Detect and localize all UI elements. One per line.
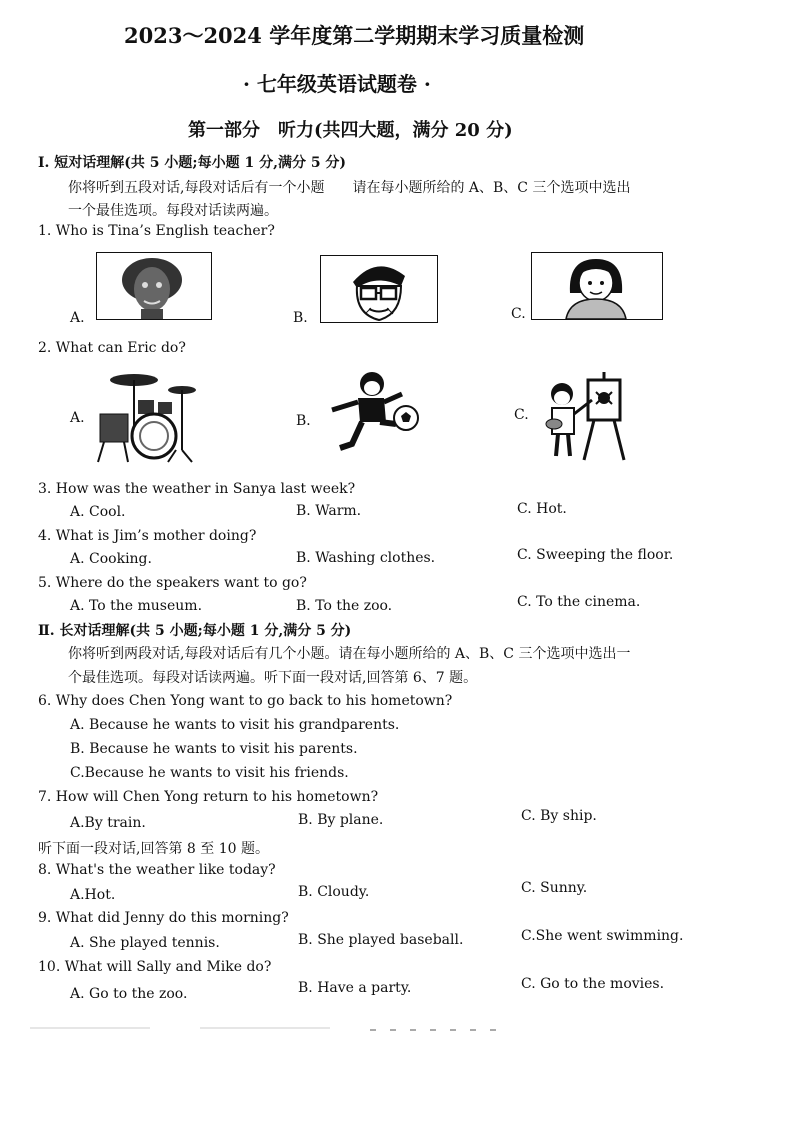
q2-option-b-picture	[320, 370, 420, 458]
q6-option-c: C.Because he wants to visit his friends.	[70, 765, 349, 781]
drum-kit-icon	[96, 370, 198, 464]
question-5: 5. Where do the speakers want to go?	[38, 575, 307, 591]
q4-option-a: A. Cooking.	[70, 551, 152, 567]
q8-option-a: A.Hot.	[70, 887, 116, 903]
question-8: 8. What's the weather like today?	[38, 862, 276, 878]
section2-transition: 听下面一段对话,回答第 8 至 10 题。	[38, 841, 269, 857]
q2-option-b-label: B．	[296, 413, 321, 429]
face-portrait-icon	[97, 253, 211, 319]
q1-option-b-label: B.	[293, 310, 308, 326]
q6-option-b: B. Because he wants to visit his parents.	[70, 741, 358, 757]
question-10: 10. What will Sally and Mike do?	[38, 959, 272, 975]
question-4: 4. What is Jim’s mother doing?	[38, 528, 257, 544]
section1-instruction-line1: 你将听到五段对话,每段对话后有一个小题 请在每小题所给的 A、B、C 三个选项中选出	[68, 180, 631, 196]
q1-option-a-picture	[96, 252, 212, 320]
glasses-man-icon	[321, 256, 437, 322]
q4-option-b: B. Washing clothes.	[296, 550, 436, 566]
section1-instruction-line2: 一个最佳选项。每段对话读两遍。	[68, 203, 278, 219]
q4-option-c: C. Sweeping the floor.	[517, 547, 674, 563]
q1-option-c-picture	[531, 252, 663, 320]
q2-option-c-label: C.	[514, 407, 529, 423]
page-footer	[30, 1022, 690, 1040]
section2-heading: Ⅱ. 长对话理解(共 5 小题;每小题 1 分,满分 5 分)	[38, 623, 352, 639]
exam-title: 2023～2024 学年度第二学期期末学习质量检测	[124, 23, 585, 48]
q7-option-c: C. By ship.	[521, 808, 597, 824]
q7-option-b: B. By plane.	[298, 812, 384, 828]
q8-option-c: C. Sunny.	[521, 880, 588, 896]
part-title: 第一部分 听力(共四大题，满分 20 分)	[188, 120, 513, 141]
question-2: 2. What can Eric do?	[38, 340, 186, 356]
q10-option-b: B. Have a party.	[298, 980, 412, 996]
section1-heading: I. 短对话理解(共 5 小题;每小题 1 分,满分 5 分)	[38, 155, 347, 171]
q2-option-c-picture	[544, 370, 630, 464]
q2-option-a-label: A.	[70, 410, 85, 426]
q10-option-c: C. Go to the movies.	[521, 976, 665, 992]
q1-option-b-picture	[320, 255, 438, 323]
section2-instruction-line2: 个最佳选项。每段对话读两遍。听下面一段对话,回答第 6、7 题。	[68, 670, 478, 686]
q3-option-c: C. Hot.	[517, 501, 567, 517]
soccer-boy-icon	[320, 370, 420, 458]
q7-option-a: A.By train.	[70, 815, 146, 831]
q3-option-b: B. Warm.	[296, 503, 362, 519]
question-3: 3. How was the weather in Sanya last week?	[38, 481, 356, 497]
question-9: 9. What did Jenny do this morning?	[38, 910, 289, 926]
q6-option-a: A. Because he wants to visit his grandparents.	[70, 717, 400, 733]
q8-option-b: B. Cloudy.	[298, 884, 370, 900]
q10-option-a: A. Go to the zoo.	[70, 986, 188, 1002]
q3-option-a: A. Cool.	[70, 504, 126, 520]
q5-option-b: B. To the zoo.	[296, 598, 393, 614]
q9-option-b: B. She played baseball.	[298, 932, 464, 948]
q9-option-a: A. She played tennis.	[70, 935, 220, 951]
painting-boy-icon	[544, 370, 630, 464]
q5-option-c: C. To the cinema.	[517, 594, 641, 610]
exam-subtitle: · 七年级英语试题卷 ·	[243, 72, 431, 96]
girl-portrait-icon	[532, 253, 662, 319]
q9-option-c: C.She went swimming.	[521, 928, 684, 944]
q1-option-a-label: A.	[70, 310, 85, 326]
q2-option-a-picture	[96, 370, 198, 464]
q5-option-a: A. To the museum.	[70, 598, 203, 614]
question-1: 1. Who is Tina’s English teacher?	[38, 223, 275, 239]
q1-option-c-label: C.	[511, 306, 526, 322]
question-6: 6. Why does Chen Yong want to go back to his hometown?	[38, 693, 453, 709]
question-7: 7. How will Chen Yong return to his hometown?	[38, 789, 379, 805]
section2-instruction-line1: 你将听到两段对话,每段对话后有几个小题。请在每小题所给的 A、B、C 三个选项中选出一	[68, 646, 631, 662]
